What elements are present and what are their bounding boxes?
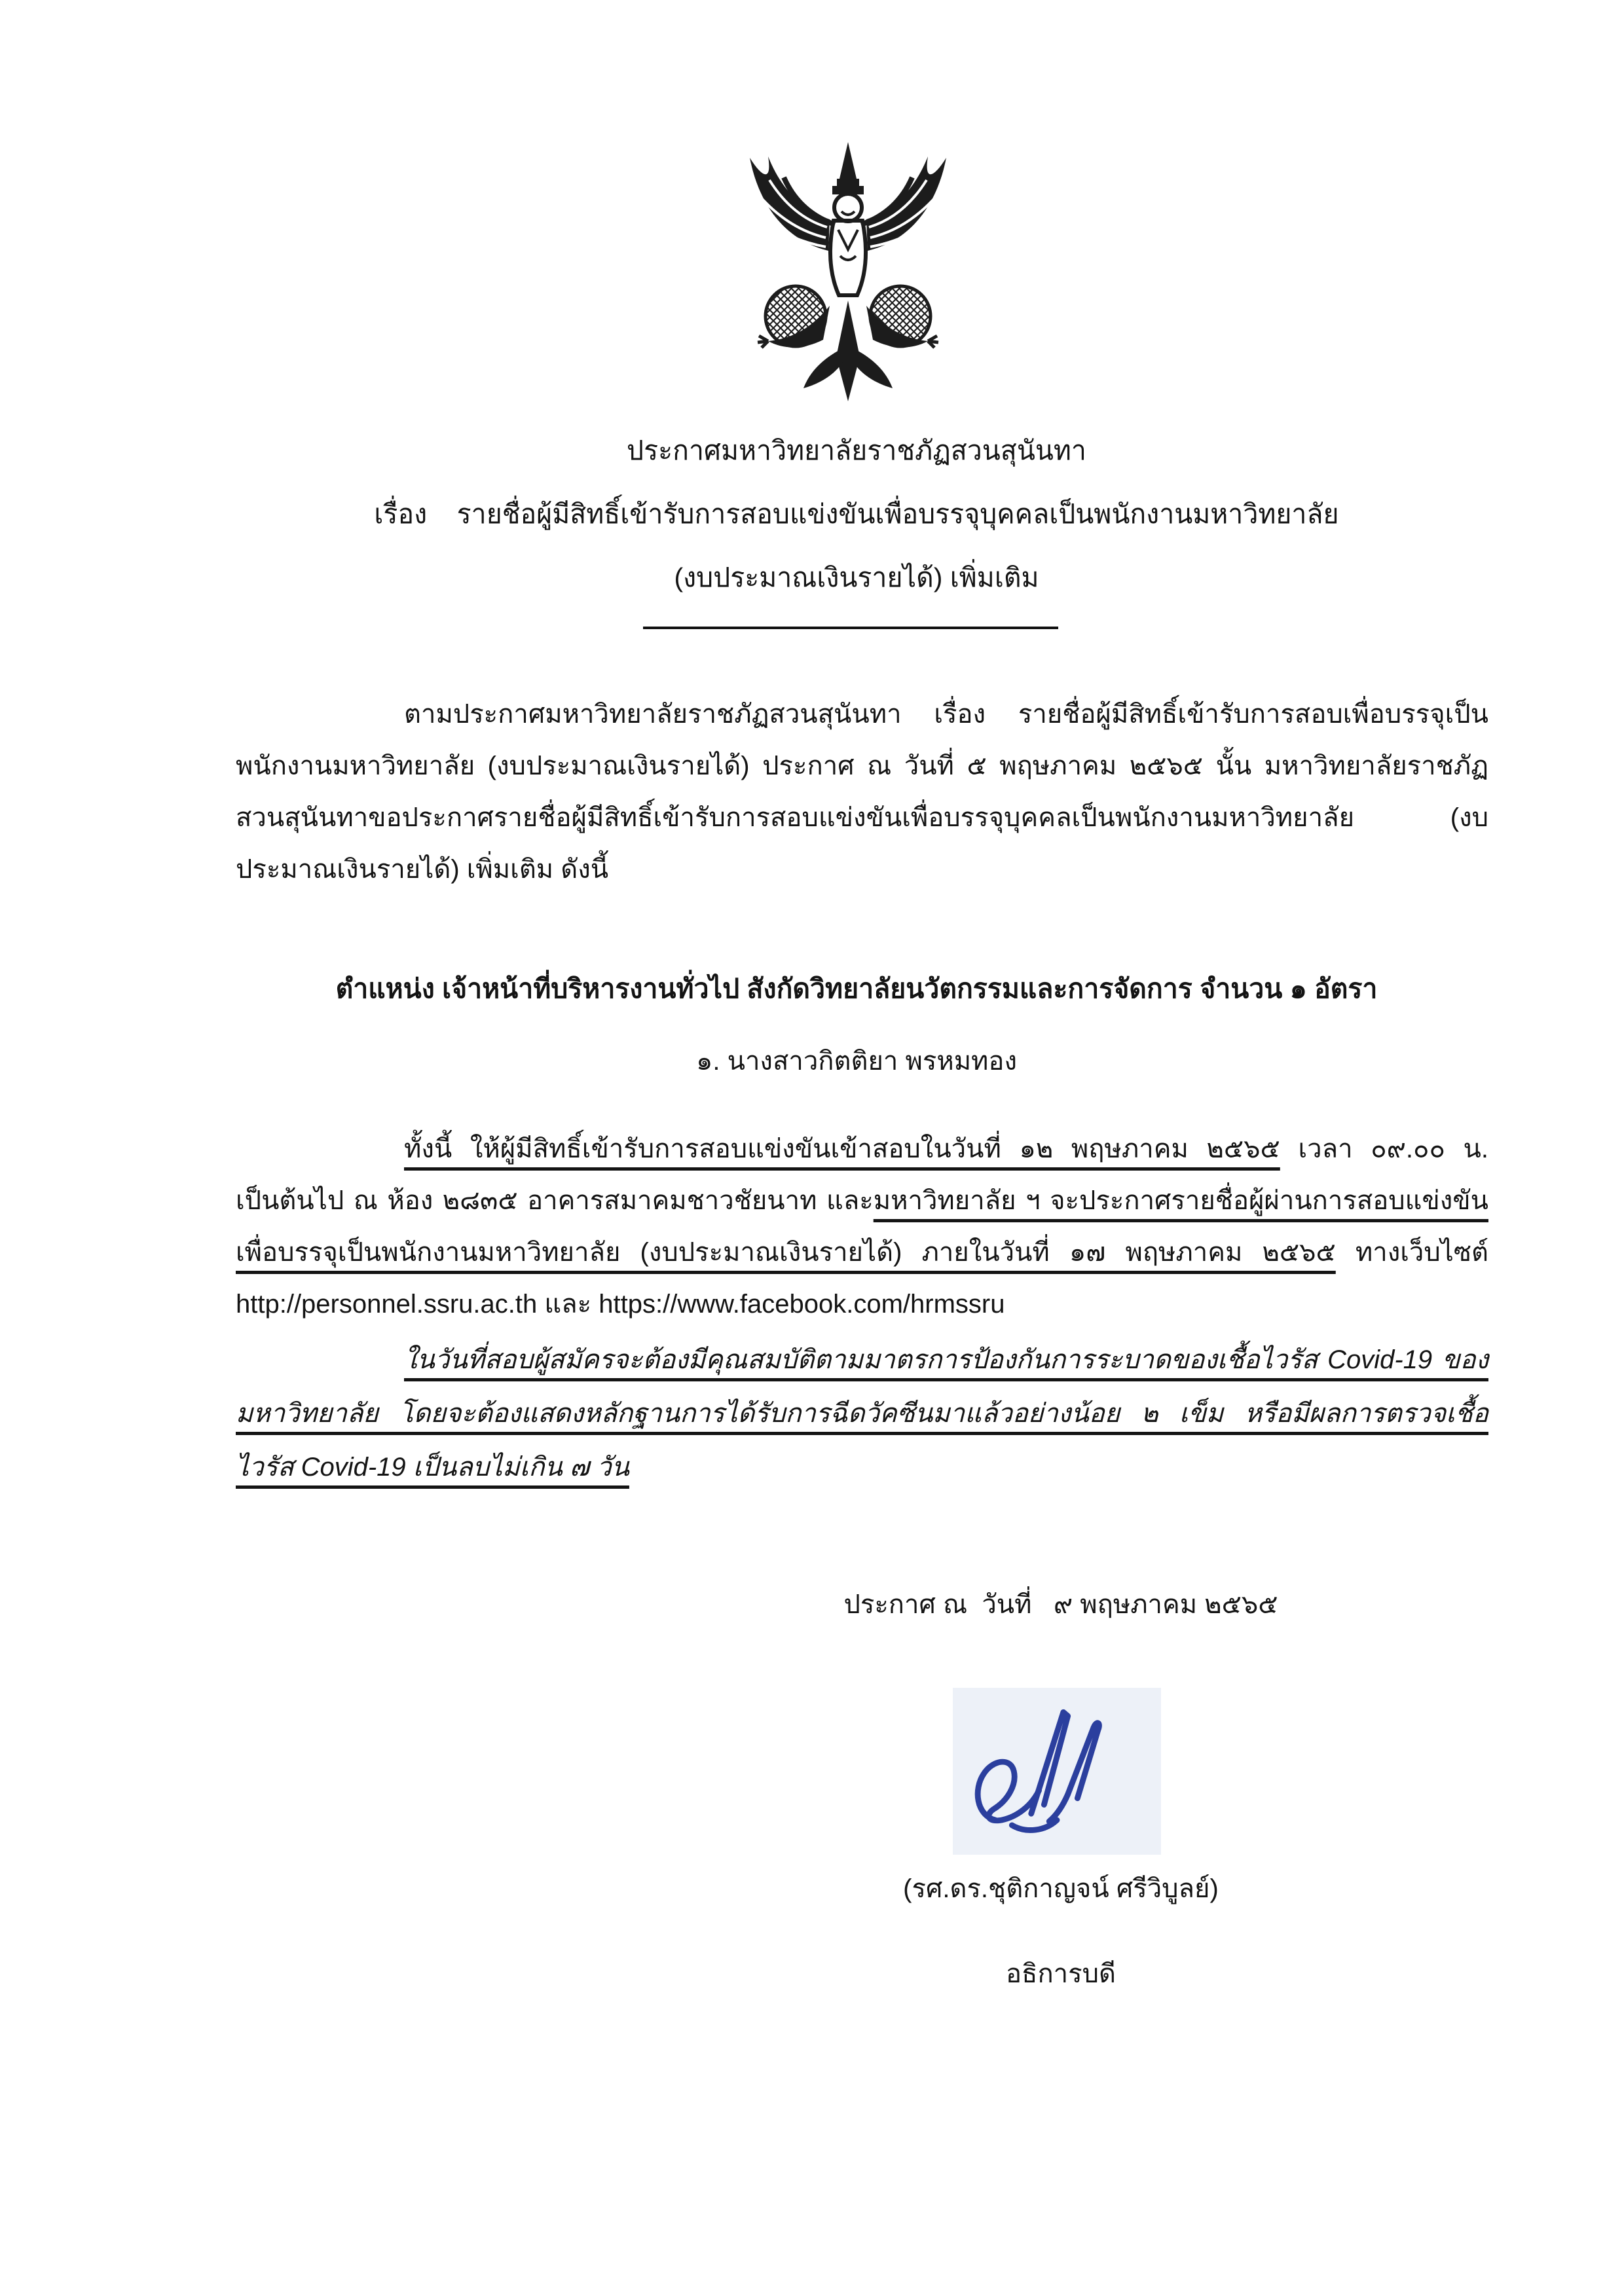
covid-requirement-text: ในวันที่สอบผู้สมัครจะต้องมีคุณสมบัติตามมาตรการป้องกันการระบาดของเชื้อไวรัส Covid-19 ของมหาวิทยาลัย โดยจะต้องแสดงหลักฐานการได้รับการฉีดวัคซีนมาแล้วอย่างน้อย ๒ เข็ม หรือมีผลการตรวจเชื้อไวรัส Covid-19 เป็นลบไม่เกิน ๗ วัน (236, 1345, 1488, 1482)
exam-date-underlined-text: ทั้งนี้ ให้ผู้มีสิทธิ์เข้ารับการสอบแข่งขันเข้าสอบในวันที่ ๑๒ พฤษภาคม ๒๕๖๕ (404, 1135, 1280, 1163)
signature-image (953, 1688, 1161, 1855)
signer-title: อธิการบดี (1006, 1959, 1116, 1988)
website-links-text: ทางเว็บไซต์ http://personnel.ssru.ac.th และ https://www.facebook.com/hrmssru (236, 1238, 1488, 1319)
covid-requirement-paragraph (236, 1333, 1488, 1494)
document-title-block (110, 419, 1603, 610)
candidate-name-item: ๑. นางสาวกิตติยา พรหมทอง (696, 1047, 1017, 1076)
position-heading: ตำแหน่ง เจ้าหน้าที่บริหารงานทั่วไป สังกัดวิทยาลัยนวัตกรรมและการจัดการ จำนวน ๑ อัตรา (335, 974, 1378, 1004)
title-subject: เรื่อง รายชื่อผู้มีสิทธิ์เข้ารับการสอบแข่งขันเพื่อบรรจุบุคคลเป็นพนักงานมหาวิทยาลัย (374, 499, 1339, 529)
signer-name: (รศ.ดร.ชุติกาญจน์ ศรีวิบูลย์) (903, 1874, 1219, 1903)
result-announcement-underlined-text: มหาวิทยาลัย ฯ จะประกาศรายชื่อผู้ผ่านการสอบแข่งขันเพื่อบรรจุเป็นพนักงานมหาวิทยาลัย (งบประมาณเงินรายได้) ภายในวันที่ ๑๗ พฤษภาคม ๒๕๖๕ (236, 1186, 1488, 1267)
exam-time-location-text: เวลา ๐๙.๐๐ น. เป็นต้นไป ณ ห้อง ๒๘๓๕ อาคารสมาคมชาวชัยนาท และ (236, 1135, 1488, 1215)
intro-paragraph: ตามประกาศมหาวิทยาลัยราชภัฏสวนสุนันทา เรื่อง รายชื่อผู้มีสิทธิ์เข้ารับการสอบเพื่อบรรจุเป็นพนักงานมหาวิทยาลัย (งบประมาณเงินรายได้) ประกาศ ณ วันที่ ๕ พฤษภาคม ๒๕๖๕ นั้น มหาวิทยาลัยราชภัฏสวนสุนันทาขอประกาศรายชื่อผู้มีสิทธิ์เข้ารับการสอบแข่งขันเพื่อบรรจุบุคคลเป็นพนักงานมหาวิทยาลัย (งบประมาณเงินรายได้) เพิ่มเติม ดังนี้ (236, 700, 1488, 884)
title-divider-rule (643, 627, 1058, 629)
garuda-emblem-icon (730, 141, 966, 403)
title-budget-note: (งบประมาณเงินรายได้) เพิ่มเติม (674, 562, 1039, 592)
exam-schedule-paragraph (236, 1123, 1488, 1330)
title-university: ประกาศมหาวิทยาลัยราชภัฏสวนสุนันทา (627, 435, 1086, 465)
announcement-date-line: ประกาศ ณ วันที่ ๙ พฤษภาคม ๒๕๖๕ (843, 1590, 1278, 1619)
